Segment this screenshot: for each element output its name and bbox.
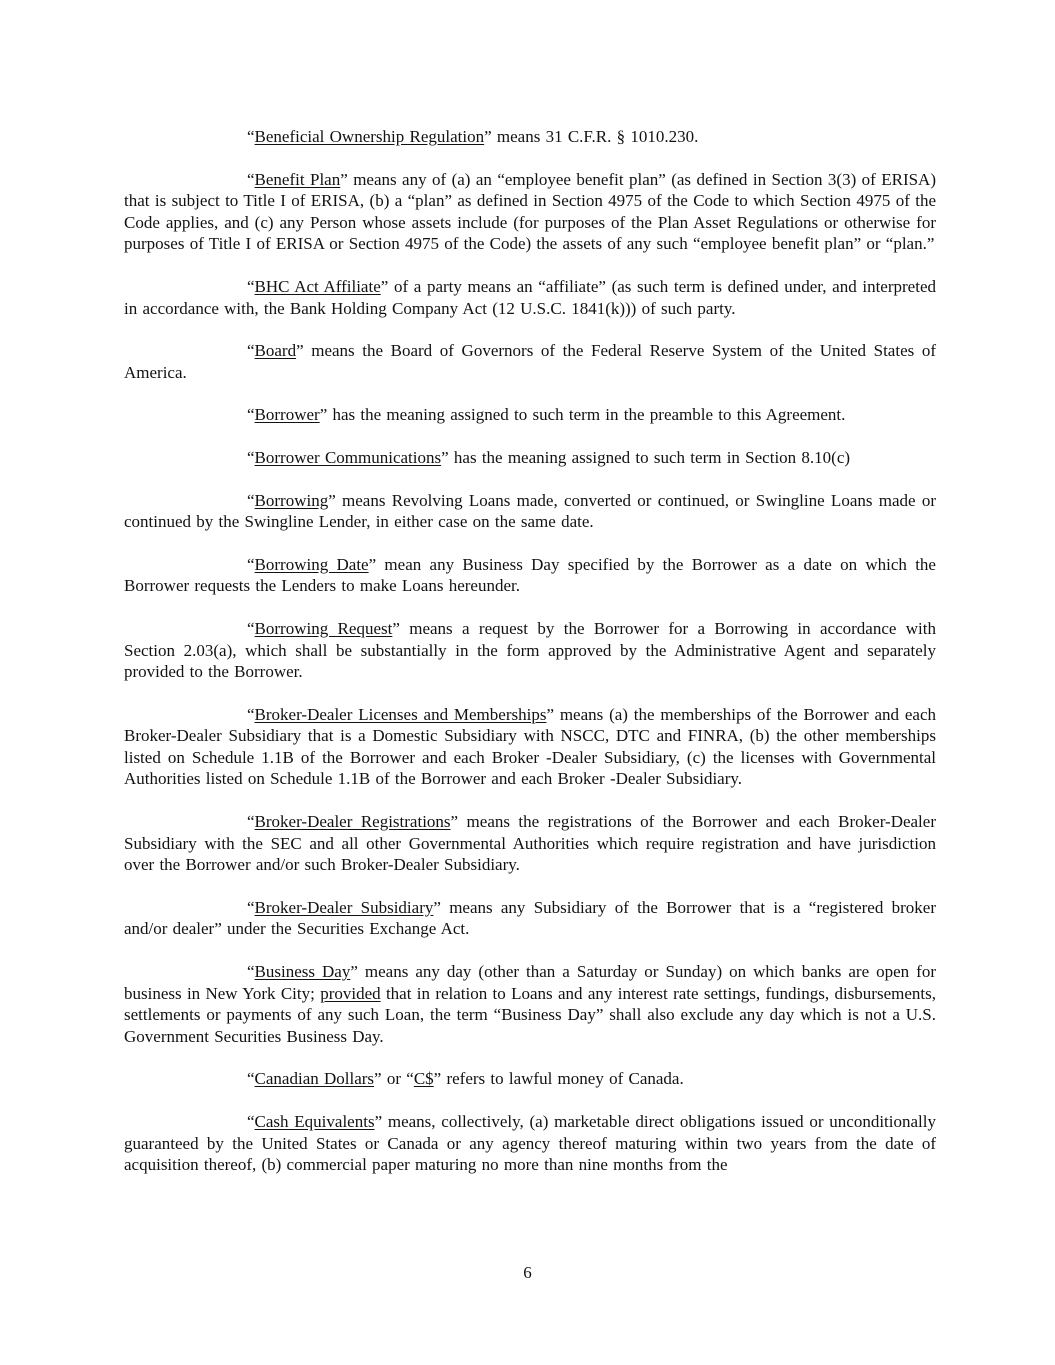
paragraph-text: “ (247, 1069, 255, 1089)
defined-term: Borrowing Date (254, 554, 369, 574)
definition-paragraph (124, 1068, 936, 1090)
paragraph-text: “ (247, 341, 255, 361)
defined-term: Board (254, 341, 297, 361)
paragraph-text: “ (247, 127, 255, 146)
defined-term: Beneficial Ownership Regulation (254, 127, 485, 146)
paragraph-text: ” means a request by the Borrower for a Borrowing in accordance with Section 2.03(a), which shall be substantially in the form approved by the Administrative Agent and separately provided to the Borrower. (124, 618, 937, 682)
definition-paragraph (124, 897, 936, 940)
paragraph-text: ” or “ (374, 1069, 414, 1089)
defined-term: Canadian Dollars (254, 1069, 375, 1089)
definition-paragraph (124, 554, 936, 597)
paragraph-text: “ (247, 169, 255, 189)
definition-paragraph (124, 276, 936, 319)
paragraph-text: “ (247, 1112, 255, 1131)
definition-paragraph (124, 704, 936, 790)
paragraph-text: ” means, collectively, (a) marketable direct obligations issued or unconditionally guaranteed by the United States or Canada or any agency thereof maturing within two years from the date of acquisition thereof, (b) commercial paper maturing no more than nine months from the (124, 1112, 936, 1175)
defined-term: Cash Equivalents (254, 1112, 375, 1131)
defined-term: Benefit Plan (254, 169, 341, 189)
definition-paragraph (124, 961, 936, 1047)
paragraph-text: “ (247, 962, 255, 982)
paragraph-text: ” means any day (other than a Saturday or Sunday) on which banks are open for business in New York City; (124, 962, 936, 1003)
paragraph-text: “ (247, 897, 255, 917)
defined-term: Broker-Dealer Licenses and Memberships (254, 704, 547, 724)
defined-term: C$ (413, 1069, 434, 1089)
defined-term: Broker-Dealer Registrations (254, 812, 451, 832)
defined-term: Borrower Communications (254, 447, 442, 467)
paragraph-text: ” means any Subsidiary of the Borrower that is a “registered broker and/or dealer” under the Securities Exchange Act. (124, 897, 936, 939)
defined-term: provided (320, 983, 381, 1003)
defined-term: Borrowing (254, 490, 329, 510)
paragraph-text: ” has the meaning assigned to such term in the preamble to this Agreement. (319, 405, 846, 425)
paragraph-text: ” means 31 C.F.R. § 1010.230. (484, 127, 699, 146)
page-number: 6 (523, 1263, 532, 1282)
definition-paragraph (124, 340, 936, 383)
definition-paragraph (124, 811, 936, 876)
definition-paragraph (124, 447, 936, 469)
definition-paragraph (124, 169, 936, 255)
paragraph-text: “ (247, 447, 255, 467)
definition-paragraph (124, 404, 936, 426)
paragraph-text: ” refers to lawful money of Canada. (433, 1069, 684, 1089)
defined-term: BHC Act Affiliate (254, 276, 381, 296)
defined-term: Borrowing Request (254, 618, 393, 638)
paragraph-text: that in relation to Loans and any interest rate settings, fundings, disbursements, settlements or payments of any such Loan, the term “Business Day” shall also exclude any day which is not a U.S. Government Securities Business Day. (124, 983, 936, 1046)
paragraph-text: ” means Revolving Loans made, converted or continued, or Swingline Loans made or continued by the Swingline Lender, in either case on the same date. (124, 490, 936, 532)
paragraph-text: ” means any of (a) an “employee benefit plan” (as defined in Section 3(3) of ERISA) that is subject to Title I of ERISA, (b) a “plan” as defined in Section 4975 of the Code to which Section 4975 of the Code applies, and (c) any Person whose assets include (for purposes of the Plan Asset Regulations or otherwise for purposes of Title I of ERISA or Section 4975 of the Code) the assets of any such “employee benefit plan” or “plan.” (124, 169, 936, 254)
definition-paragraph (124, 618, 936, 683)
paragraph-text: “ (247, 405, 255, 425)
paragraph-text: “ (247, 490, 255, 510)
paragraph-text: “ (247, 618, 255, 638)
paragraph-text: “ (247, 812, 255, 832)
definition-paragraph (124, 1111, 936, 1176)
paragraph-text: ” means (a) the memberships of the Borrower and each Broker-Dealer Subsidiary that is a Domestic Subsidiary with NSCC, DTC and FINRA, (b) the other memberships listed on Schedule 1.1B of the Borrower and each Broker -Dealer Subsidiary, (c) the licenses with Governmental Authorities listed on Schedule 1.1B of the Borrower and each Broker -Dealer Subsidiary. (124, 704, 936, 789)
defined-term: Business Day (254, 962, 351, 982)
paragraph-text: ” mean any Business Day specified by the Borrower as a date on which the Borrower requests the Lenders to make Loans hereunder. (124, 554, 936, 596)
defined-term: Broker-Dealer Subsidiary (254, 897, 434, 917)
paragraph-text: ” means the registrations of the Borrower and each Broker-Dealer Subsidiary with the SEC and all other Governmental Authorities which require registration and have jurisdiction over the Borrower and/or such Broker-Dealer Subsidiary. (124, 812, 936, 875)
defined-term: Borrower (254, 405, 320, 425)
definition-paragraph (124, 490, 936, 533)
paragraph-text: “ (247, 704, 255, 724)
paragraph-text: ” means the Board of Governors of the Federal Reserve System of the United States of America. (124, 341, 936, 382)
paragraph-text: “ (247, 276, 255, 296)
document-body (124, 126, 936, 1176)
definition-paragraph (124, 126, 936, 148)
paragraph-text: ” of a party means an “affiliate” (as such term is defined under, and interpreted in accordance with, the Bank Holding Company Act (12 U.S.C. 1841(k))) of such party. (124, 276, 936, 318)
paragraph-text: ” has the meaning assigned to such term in Section 8.10(c) (441, 447, 851, 467)
paragraph-text: “ (247, 554, 255, 574)
